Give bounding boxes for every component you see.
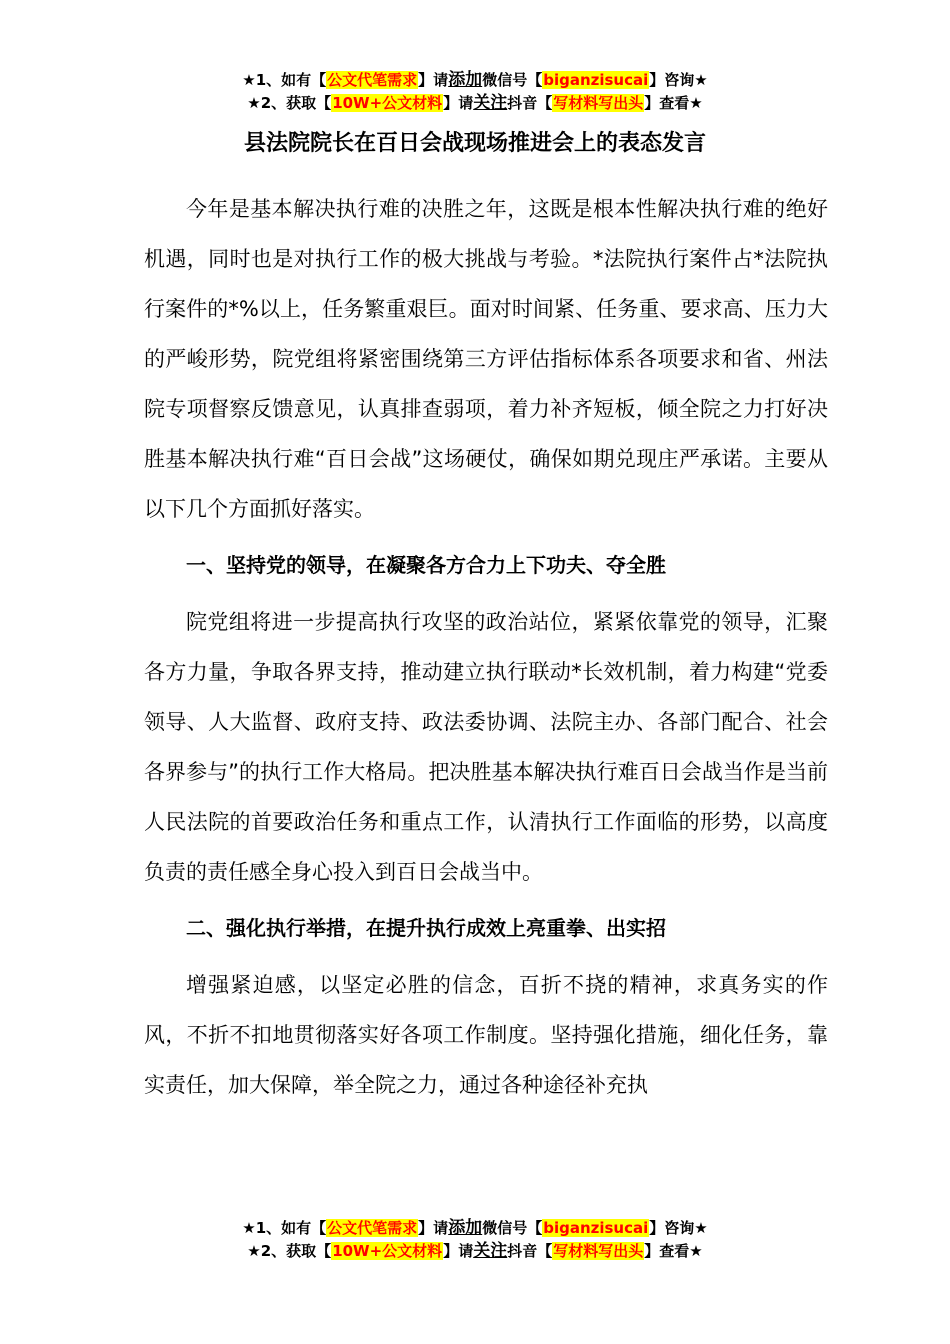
promo-text: 微信号【 <box>482 71 543 89</box>
promo-emphasis: 添加 <box>448 1218 483 1238</box>
promo-line-2 <box>0 1240 950 1263</box>
promo-douyin-id: 写材料写出头 <box>553 1242 644 1260</box>
document-body <box>144 184 828 1110</box>
intro-paragraph: 今年是基本解决执行难的决胜之年，这既是根本性解决执行难的绝好机遇，同时也是对执行工作的极大挑战与考验。*法院执行案件占*法院执行案件的*%以上，任务繁重艰巨。面对时间紧、任务重、要求高、压力大的严峻形势，院党组将紧密围绕第三方评估指标体系各项要求和省、州法院专项督察反馈意见，认真排查弱项，着力补齐短板，倾全院之力打好决胜基本解决执行难“百日会战”这场硬仗，确保如期兑现庄严承诺。主要从以下几个方面抓好落实。 <box>144 197 828 521</box>
promo-text: ★2、获取【 <box>247 94 332 112</box>
promo-text: ★2、获取【 <box>247 1242 332 1260</box>
promo-banner-bottom <box>0 1217 950 1263</box>
promo-text: 微信号【 <box>482 1219 543 1237</box>
promo-emphasis: 关注 <box>473 93 508 113</box>
section-2-heading: 二、强化执行举措，在提升执行成效上亮重拳、出实招 <box>186 916 666 940</box>
promo-text: 】请 <box>418 1219 449 1237</box>
promo-line-1 <box>0 1217 950 1240</box>
promo-text: 】咨询★ <box>649 71 708 89</box>
promo-text: 】查看★ <box>644 1242 703 1260</box>
promo-text: 抖音【 <box>507 1242 553 1260</box>
promo-emphasis: 关注 <box>473 1241 508 1261</box>
promo-text: 】咨询★ <box>649 1219 708 1237</box>
promo-text: 】请 <box>418 71 449 89</box>
promo-line-1 <box>0 69 950 92</box>
promo-text: 】请 <box>443 94 474 112</box>
promo-highlight: 10W+公文材料 <box>332 94 443 112</box>
promo-banner-top <box>0 69 950 115</box>
section-1-paragraph: 院党组将进一步提高执行攻坚的政治站位，紧紧依靠党的领导，汇聚各方力量，争取各界支持，推动建立执行联动*长效机制，着力构建“党委领导、人大监督、政府支持、政法委协调、法院主办、各部门配合、社会各界参与”的执行工作大格局。把决胜基本解决执行难百日会战当作是当前人民法院的首要政治任务和重点工作，认清执行工作面临的形势，以高度负责的责任感全身心投入到百日会战当中。 <box>144 610 828 884</box>
promo-wechat-id: biganzisucai <box>543 1219 649 1237</box>
promo-text: 】查看★ <box>644 94 703 112</box>
section-1-heading: 一、坚持党的领导，在凝聚各方合力上下功夫、夺全胜 <box>186 553 666 577</box>
promo-emphasis: 添加 <box>448 70 483 90</box>
document-title: 县法院院长在百日会战现场推进会上的表态发言 <box>243 131 706 156</box>
promo-highlight: 10W+公文材料 <box>332 1242 443 1260</box>
promo-highlight: 公文代笔需求 <box>327 71 418 89</box>
promo-text: ★1、如有【 <box>242 71 327 89</box>
promo-text: 】请 <box>443 1242 474 1260</box>
promo-text: ★1、如有【 <box>242 1219 327 1237</box>
promo-highlight: 公文代笔需求 <box>327 1219 418 1237</box>
section-2-paragraph: 增强紧迫感，以坚定必胜的信念，百折不挠的精神，求真务实的作风，不折不扣地贯彻落实好各项工作制度。坚持强化措施，细化任务，靠实责任，加大保障，举全院之力，通过各种途径补充执 <box>144 973 828 1097</box>
promo-douyin-id: 写材料写出头 <box>553 94 644 112</box>
promo-text: 抖音【 <box>507 94 553 112</box>
promo-wechat-id: biganzisucai <box>543 71 649 89</box>
promo-line-2 <box>0 92 950 115</box>
